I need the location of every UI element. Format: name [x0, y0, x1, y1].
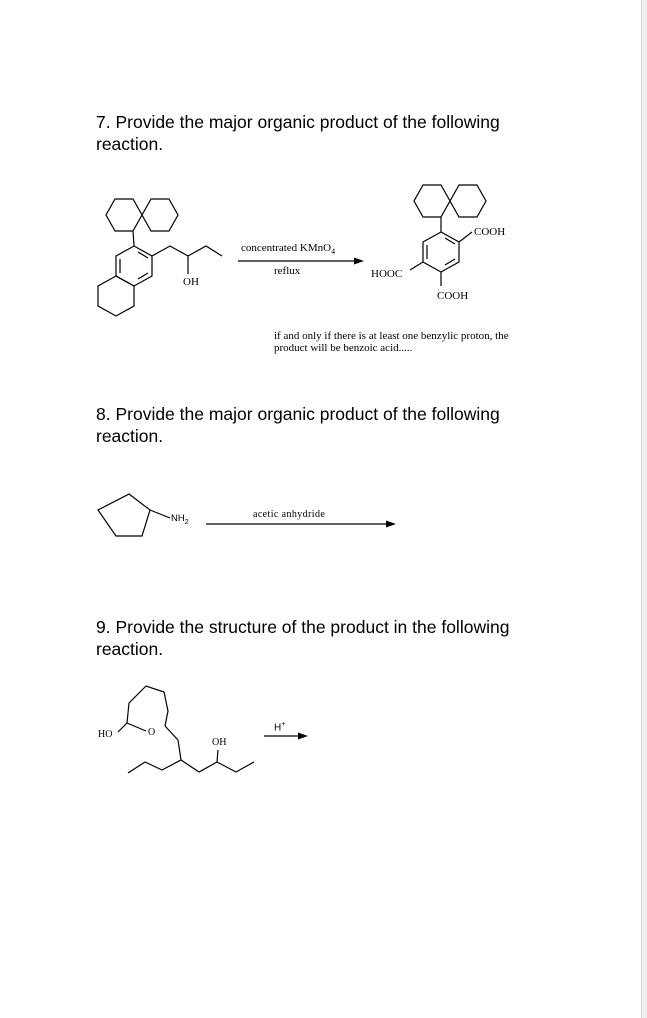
q9-reagent-superscript: +	[281, 721, 286, 728]
q9-reactant-structure	[118, 686, 254, 773]
q8-reactant-structure	[98, 494, 170, 536]
question-7-title-line2: reaction.	[96, 134, 164, 154]
q7-oh-label: OH	[183, 276, 199, 288]
q8-reagent-above: acetic anhydride	[253, 509, 326, 520]
q8-nh-text: NH	[171, 513, 185, 524]
q7-note-line2: product will be benzoic acid.....	[274, 342, 413, 354]
q8-reaction-arrow	[206, 521, 396, 528]
q9-oh-label: OH	[212, 737, 227, 748]
q7-reactant-structure	[98, 199, 222, 316]
q9-reaction-arrow	[264, 733, 308, 740]
question-9-title-line1: 9. Provide the structure of the product in the following	[96, 617, 510, 637]
q8-nh2-subscript: 2	[184, 518, 189, 526]
q7-cooh-top-label: COOH	[474, 226, 506, 238]
q7-hooc-left-label: HOOC	[371, 268, 403, 280]
q7-note-line1: if and only if there is at least one benzylic proton, the	[274, 330, 509, 342]
question-8-title	[96, 403, 500, 447]
q7-reagent-text: concentrated KMnO	[241, 242, 332, 254]
q8-nh2-label	[171, 513, 189, 529]
question-9-title	[96, 616, 509, 660]
q7-reagent-below: reflux	[274, 265, 301, 277]
question-9-title-line2: reaction.	[96, 639, 164, 659]
q7-reagent-above	[241, 242, 335, 258]
question-7-title-line1: 7. Provide the major organic product of the following	[96, 112, 500, 132]
q9-reagent-above	[274, 719, 285, 734]
q9-ho-label: HO	[98, 729, 113, 740]
q7-note	[274, 330, 574, 354]
q7-reagent-subscript: 4	[331, 247, 336, 257]
q7-cooh-bottom-label: COOH	[437, 290, 469, 302]
question-8-title-line2: reaction.	[96, 426, 164, 446]
q7-reaction-arrow	[238, 258, 364, 265]
q9-o-label: O	[148, 727, 156, 738]
question-8-title-line1: 8. Provide the major organic product of the following	[96, 404, 500, 424]
q9-reagent-text: H	[274, 722, 282, 734]
